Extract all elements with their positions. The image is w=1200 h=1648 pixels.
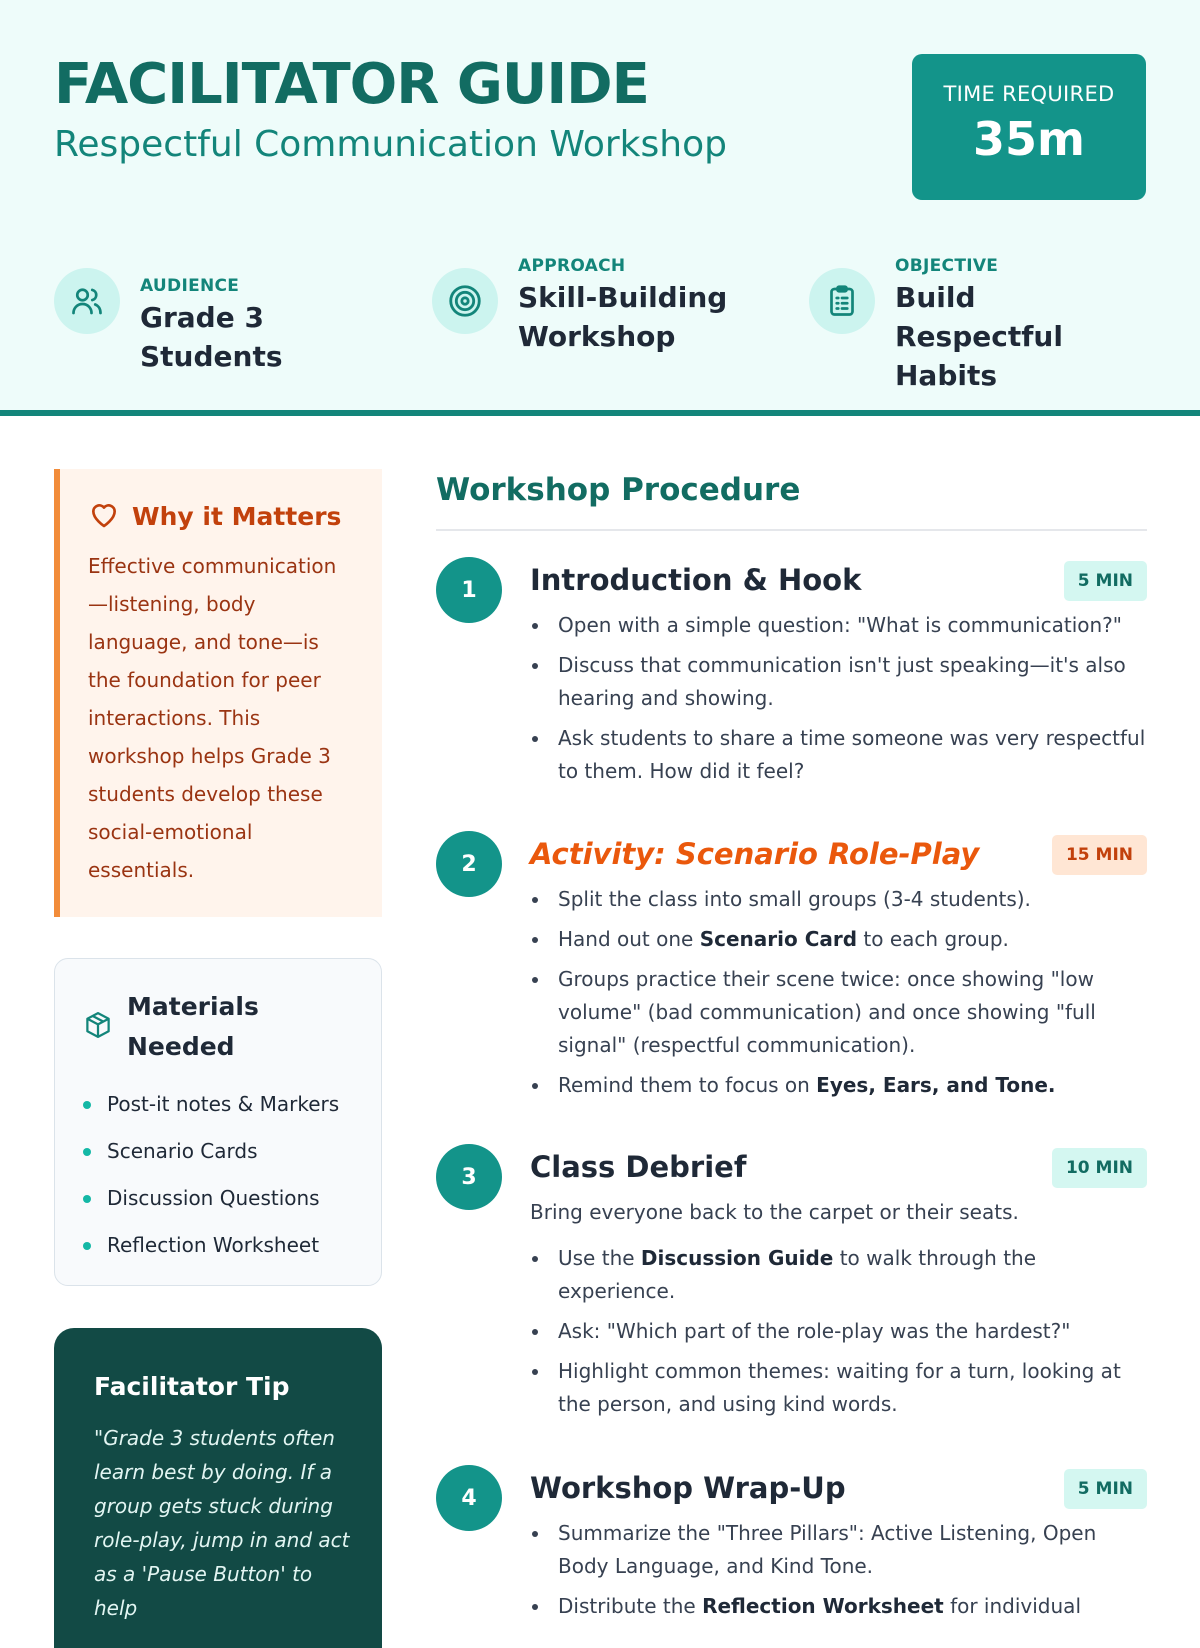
meta-label: APPROACH (518, 256, 626, 276)
list-item: Use the Discussion Guide to walk through the experience. (530, 1242, 1147, 1308)
target-icon (432, 268, 498, 334)
list-item: Highlight common themes: waiting for a turn, looking at the person, and using kind words. (530, 1355, 1147, 1421)
step-bullets (530, 1242, 1147, 1428)
step-number: 3 (436, 1144, 502, 1210)
list-item: Open with a simple question: "What is communication?" (530, 609, 1147, 642)
page-title: FACILITATOR GUIDE (54, 52, 649, 117)
list-item: Reflection Worksheet (83, 1230, 361, 1277)
step-title: Introduction & Hook (530, 563, 862, 597)
meta-value: Skill-Building Workshop (518, 281, 728, 353)
step-number: 2 (436, 831, 502, 897)
list-item: Hand out one Scenario Card to each group. (530, 923, 1147, 956)
materials-title: Materials Needed (127, 992, 259, 1061)
procedure-title: Workshop Procedure (436, 472, 801, 508)
step-bullets (530, 609, 1147, 795)
list-item: Summarize the "Three Pillars": Active Listening, Open Body Language, and Kind Tone. (530, 1517, 1147, 1583)
materials-card (54, 958, 382, 1286)
header (0, 0, 1200, 416)
time-required-label: TIME REQUIRED (943, 82, 1115, 106)
why-body: Effective communication—listening, body language, and tone—is the foundation for peer interactions. This workshop helps Grade 3 students develop these social-emotional essentials. (88, 554, 337, 882)
materials-list (83, 1089, 361, 1277)
why-title: Why it Matters (132, 501, 342, 531)
duration-badge: 10 MIN (1052, 1148, 1147, 1188)
list-item: Split the class into small groups (3-4 students). (530, 883, 1147, 916)
duration-badge: 5 MIN (1064, 561, 1147, 601)
facilitator-tip-card (54, 1328, 382, 1648)
meta-value: Grade 3 Students (140, 301, 283, 373)
step-number: 4 (436, 1465, 502, 1531)
divider (436, 529, 1147, 531)
list-item: Discuss that communication isn't just speaking—it's also hearing and showing. (530, 649, 1147, 715)
step-intro: Bring everyone back to the carpet or their seats. (530, 1200, 1019, 1224)
page-subtitle: Respectful Communication Workshop (54, 124, 727, 165)
list-item: Remind them to focus on Eyes, Ears, and Tone. (530, 1069, 1147, 1102)
users-icon (54, 268, 120, 334)
why-it-matters-card (54, 469, 382, 917)
tip-title: Facilitator Tip (94, 1372, 290, 1401)
duration-badge: 5 MIN (1064, 1469, 1147, 1509)
list-item: Ask: "Which part of the role-play was the hardest?" (530, 1315, 1147, 1348)
step-bullets (530, 1517, 1147, 1630)
package-icon (83, 1010, 113, 1044)
list-item: Discussion Questions (83, 1183, 361, 1230)
list-item: Post-it notes & Markers (83, 1089, 361, 1136)
step-bullets (530, 883, 1147, 1109)
meta-label: AUDIENCE (140, 276, 240, 296)
time-required-box (912, 54, 1146, 200)
meta-approach (432, 256, 738, 356)
step-title: Workshop Wrap-Up (530, 1471, 846, 1505)
list-item: Ask students to share a time someone was very respectful to them. How did it feel? (530, 722, 1147, 788)
list-item: Groups practice their scene twice: once showing "low volume" (bad communication) and once showing "full signal" (respectful communication). (530, 963, 1147, 1062)
step-title: Activity: Scenario Role-Play (530, 837, 980, 871)
meta-objective (809, 256, 1135, 395)
duration-badge: 15 MIN (1052, 835, 1147, 875)
list-item: Scenario Cards (83, 1136, 361, 1183)
list-item: Distribute the Reflection Worksheet for individual (530, 1590, 1147, 1623)
tip-body: "Grade 3 students often learn best by doing. If a group gets stuck during role-play, jump in and act as a 'Pause Button' to help (94, 1426, 350, 1620)
time-required-value: 35m (973, 112, 1085, 166)
step-number: 1 (436, 557, 502, 623)
step-title: Class Debrief (530, 1150, 747, 1184)
meta-audience (54, 268, 400, 376)
meta-value: Build Respectful Habits (895, 281, 1063, 392)
meta-label: OBJECTIVE (895, 256, 999, 276)
heart-icon (88, 499, 120, 533)
clipboard-icon (809, 268, 875, 334)
